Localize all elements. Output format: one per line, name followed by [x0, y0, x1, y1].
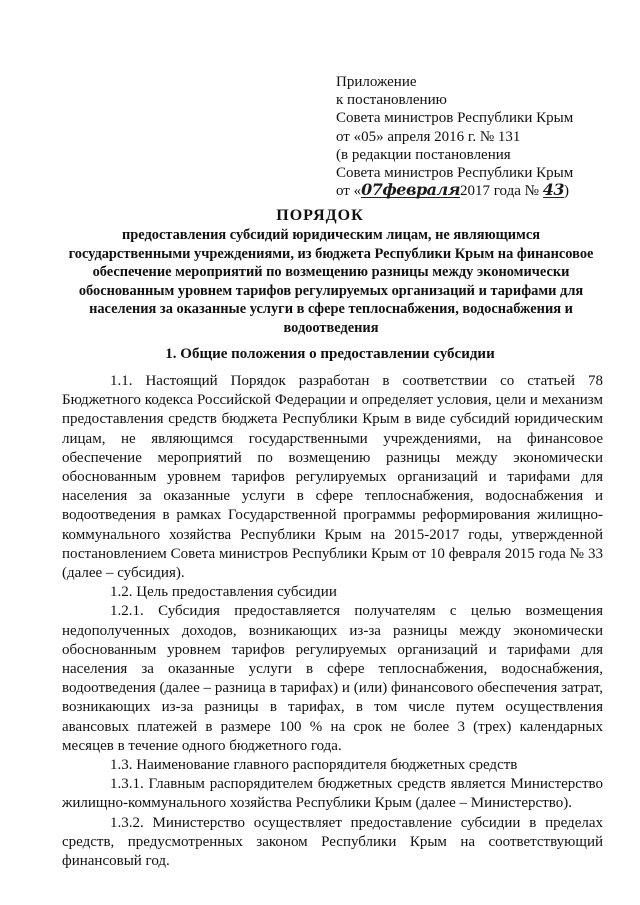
header-line-2: к постановлению — [336, 92, 447, 109]
header-line-7-suffix: ) — [563, 183, 569, 200]
header-line-1: Приложение — [336, 74, 417, 90]
paragraph-1-1: 1.1. Настоящий Порядок разработан в соответствии со статьей 78 Бюджетного кодекса Российской Федерации и определяет условия, цели и механизм предоставления средств бюджета Республики Крым в виде субсидий юридическим лицам, не являющимся государственными учреждениями, на финансовое обеспечение мероприятий по возмещению разницы между экономически обоснованным уровнем тарифов регулируемых организаций и тарифами для населения за оказанные услуги в сфере теплоснабжения, водоснабжения и водоотведения в рамках Государственной программы реформирования жилищно-коммунального хозяйства Республики Крым на 2015-2017 годы, утвержденной постановлением Совета министров Республики Крым от 10 февраля 2015 года № 33 (далее – субсидия). — [62, 373, 603, 582]
paragraph-1-3-2: 1.3.2. Министерство осуществляет предоставление субсидии в пределах средств, предусмотренных законом Республики Крым на соответствующий финансовый год. — [62, 814, 603, 870]
paragraph-1-2-1: 1.2.1. Субсидия предоставляется получателям с целью возмещения недополученных доходов, возникающих из-за разницы между экономически обоснованным уровнем тарифов регулируемых организаций и тарифами для населения за оказанные услуги в сфере теплоснабжения, водоснабжения, водоотведения (далее – разница в тарифах) и (или) финансового обеспечения затрат, возникающих из-за разницы в тарифах, в том числе путем осуществления авансовых платежей в размере 100 % на срок не более 3 (трех) календарных месяцев в течение одного бюджетного года. — [62, 603, 603, 754]
header-line-5: (в редакции постановления — [336, 146, 511, 163]
header-line-7-middle: 2017 года № — [460, 183, 543, 200]
section-1-heading: 1. Общие положения о предоставлении субсидии — [165, 346, 495, 362]
paragraph-1-2: 1.2. Цель предоставления субсидии — [110, 584, 337, 601]
paragraph-1-3: 1.3. Наименование главного распорядителя бюджетных средств — [110, 757, 518, 774]
header-line-3: Совета министров Республики Крым — [336, 110, 574, 127]
handwritten-day: 07 — [361, 180, 383, 200]
body-text — [62, 372, 603, 871]
handwritten-number: 43 — [542, 180, 564, 200]
document-subtitle: предоставления субсидий юридическим лицам, не являющимся государственными учреждениями, из бюджета Республики Крым на финансовое обеспечение мероприятий по возмещению разницы между экономически обоснованным уровнем тарифов регулируемых организаций и тарифами для населения за оказанные услуги в сфере теплоснабжения, водоснабжения и водоотведения — [68, 227, 594, 336]
header-line-6: Совета министров Республики Крым — [336, 165, 574, 182]
handwritten-month: февраля — [382, 180, 460, 200]
header-line-7-prefix: от « — [336, 183, 362, 200]
paragraph-1-3-1: 1.3.1. Главным распорядителем бюджетных средств является Министерство жилищно-коммунального хозяйства Республики Крым (далее – Министерство). — [62, 776, 603, 812]
document-title: ПОРЯДОК — [276, 207, 364, 224]
header-line-7 — [336, 182, 626, 200]
appendix-header — [336, 73, 626, 200]
header-line-4: от «05» апреля 2016 г. № 131 — [336, 128, 521, 145]
